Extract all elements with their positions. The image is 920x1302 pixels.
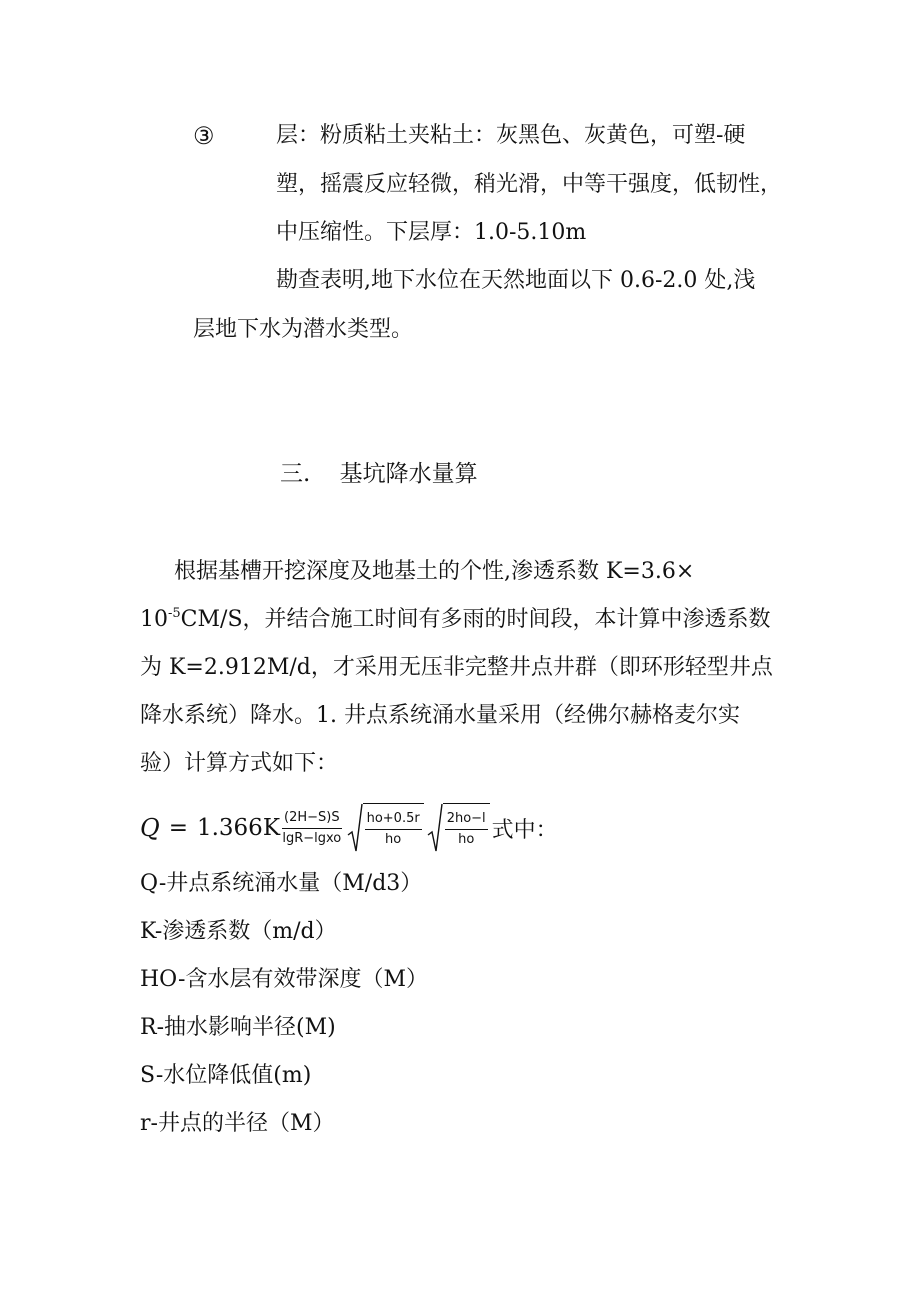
- intro-line-2: [140, 605, 771, 635]
- formula-coefficient: 1.366K: [196, 815, 280, 841]
- formula-fraction-numerator: (2H−S)S: [282, 810, 342, 829]
- radical-sign-icon: [427, 803, 443, 853]
- definition-r-lower: r-井点的半径（M）: [140, 1111, 335, 1136]
- definition-s: S-水位降低值(m): [140, 1063, 312, 1088]
- groundwater-line-1: 勘查表明,地下水位在天然地面以下 0.6-2.0 处,浅: [276, 268, 756, 293]
- formula-tail: 式中：: [491, 817, 558, 843]
- sqrt-2-denominator: ho: [458, 832, 475, 847]
- intro-line-3: 为 K=2.912M/d，才采用无压非完整井点井群（即环形轻型井点: [140, 655, 773, 680]
- intro-line-5: 验）计算方式如下：: [140, 751, 339, 776]
- formula-equals: =: [168, 815, 188, 841]
- definition-q: Q-井点系统涌水量（M/d3）: [140, 871, 423, 896]
- sqrt-1-denominator: ho: [385, 832, 402, 847]
- section-number: 三.: [280, 461, 311, 487]
- intro-line-4: 降水系统）降水。1. 井点系统涌水量采用（经佛尔赫格麦尔实: [140, 703, 740, 728]
- definition-ho: HO-含水层有效带深度（M）: [140, 967, 428, 992]
- layer-3-marker: ③: [193, 122, 215, 150]
- layer-3-line-1: 层：粉质粘土夹粘土：灰黑色、灰黄色，可塑-硬: [276, 123, 746, 148]
- exponent-base: 10: [140, 607, 168, 632]
- intro-line-2-text: CM/S，并结合施工时间有多雨的时间段，本计算中渗透系数: [180, 607, 771, 632]
- definition-k: K-渗透系数（m/d）: [140, 919, 337, 944]
- formula: [140, 800, 558, 856]
- formula-fraction-denominator: lgR−lgxo: [282, 830, 342, 846]
- formula-q: Q: [140, 814, 160, 842]
- groundwater-line-2: 层地下水为潜水类型。: [193, 317, 414, 342]
- formula-fraction: [282, 810, 342, 847]
- radical-sign-icon: [347, 803, 363, 853]
- definition-r-upper: R-抽水影响半径(M): [140, 1015, 336, 1040]
- section-heading: [280, 459, 478, 489]
- formula-sqrt-1: [347, 803, 424, 853]
- sqrt-1-numerator: ho+0.5r: [365, 811, 422, 830]
- exponent: -5: [168, 606, 181, 621]
- layer-3-line-3: 中压缩性。下层厚：1.0-5.10m: [276, 220, 587, 245]
- sqrt-2-numerator: 2ho−l: [445, 811, 488, 830]
- formula-sqrt-2: [427, 803, 490, 853]
- layer-3-line-2: 塑，摇震反应轻微，稍光滑，中等干强度，低韧性，: [276, 172, 783, 197]
- intro-line-1: 根据基槽开挖深度及地基土的个性,渗透系数 K=3.6×: [174, 559, 695, 584]
- section-title: 基坑降水量算: [339, 461, 478, 487]
